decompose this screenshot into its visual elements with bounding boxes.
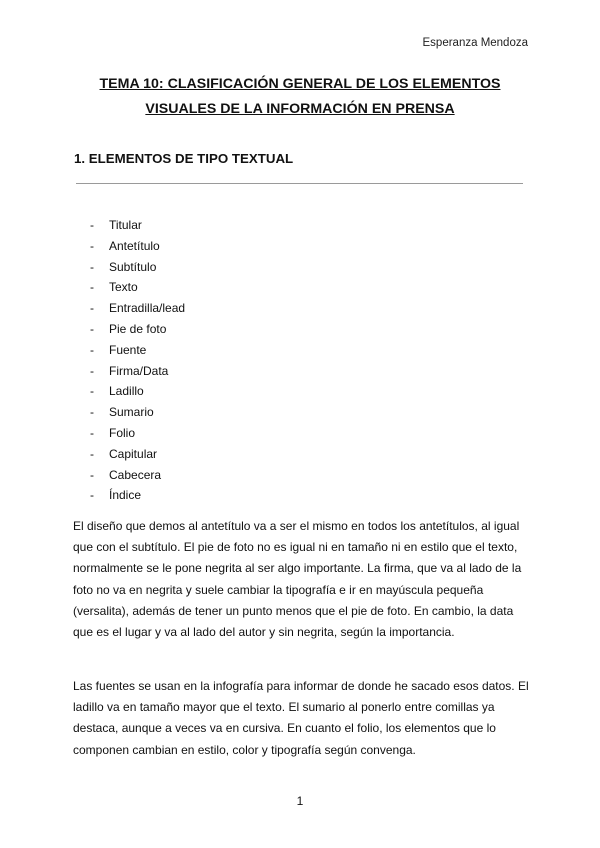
list-bullet: - (90, 259, 94, 274)
list-bullet: - (90, 342, 94, 357)
list-item-label: Capitular (109, 446, 158, 461)
title-line-2: VISUALES DE LA INFORMACIÓN EN PRENSA (145, 101, 455, 117)
list-bullet: - (90, 384, 94, 399)
list-item-label: Pie de foto (109, 321, 167, 336)
list-bullet: - (90, 280, 94, 295)
header-author: Esperanza Mendoza (422, 37, 528, 49)
list-item (90, 215, 185, 236)
list-item (90, 298, 185, 319)
list-item (90, 319, 185, 340)
list-bullet: - (90, 218, 94, 232)
list-item-label: Índice (109, 488, 142, 503)
list-bullet: - (90, 363, 94, 378)
list-item-label: Subtítulo (109, 259, 157, 274)
list-bullet: - (90, 446, 94, 461)
list-item (90, 444, 185, 465)
list-bullet: - (90, 488, 94, 503)
list-item (90, 465, 185, 486)
list-item (90, 423, 185, 444)
list-item-label: Texto (109, 280, 138, 295)
list-item-label: Cabecera (109, 467, 162, 482)
list-bullet: - (90, 405, 94, 420)
list-item-label: Firma/Data (109, 363, 169, 378)
body-paragraph-1: El diseño que demos al antetítulo va a ser el mismo en todos los antetítulos, al igual que con el subtítulo. El pie de foto no es igual ni en tamaño ni en estilo que el texto, normalmente se le pone negrita al ser algo importante. La firma, que va al lado de la foto no va en negrita y suele cambiar la tipografía e ir en mayúscula pequeña (versalita), además de tener un punto menos que el pie de foto. En cambio, la data que es el lugar y va al lado del autor y sin negrita, según la importancia. (73, 519, 522, 640)
list-item (90, 361, 185, 382)
list-bullet: - (90, 301, 94, 316)
list-item (90, 340, 185, 361)
element-list (90, 215, 185, 506)
list-item-label: Fuente (109, 342, 147, 357)
list-item-label: Folio (109, 425, 136, 440)
body-paragraph-2: Las fuentes se usan en la infografía para informar de donde he sacado esos datos. El ladillo va en tamaño mayor que el texto. El sumario al ponerlo entre comillas ya destaca, aunque a veces va en cursiva. En cuanto el folio, los elementos que lo componen cambian en estilo, color y tipografía según convenga. (73, 679, 529, 757)
list-item-label: Titular (109, 218, 142, 232)
list-bullet: - (90, 425, 94, 440)
list-item-label: Antetítulo (109, 238, 160, 253)
list-bullet: - (90, 238, 94, 253)
page-number: 1 (296, 794, 304, 808)
list-item (90, 402, 185, 423)
list-item (90, 236, 185, 257)
section-heading: 1. ELEMENTOS DE TIPO TEXTUAL (74, 151, 294, 166)
title-line-1: TEMA 10: CLASIFICACIÓN GENERAL DE LOS ELEMENTOS (99, 76, 501, 92)
list-item-label: Sumario (109, 405, 154, 420)
page-title (72, 72, 528, 122)
list-item (90, 277, 185, 298)
section-divider (76, 183, 523, 184)
list-item-label: Ladillo (109, 384, 144, 399)
list-item (90, 381, 185, 402)
list-bullet: - (90, 321, 94, 336)
list-item (90, 257, 185, 278)
list-bullet: - (90, 467, 94, 482)
list-item (90, 485, 185, 506)
list-item-label: Entradilla/lead (109, 301, 186, 316)
